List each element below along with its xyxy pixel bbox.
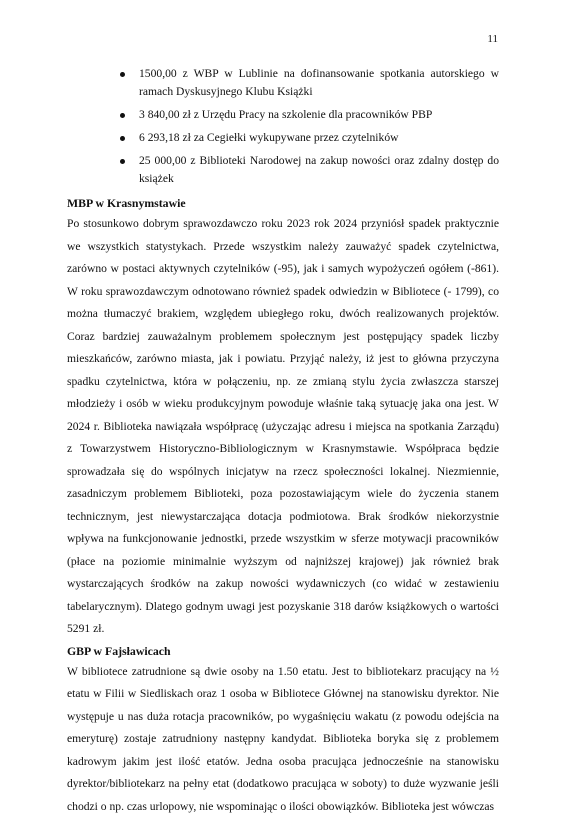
bullet-icon bbox=[120, 113, 125, 118]
list-item-text: 25 000,00 z Biblioteki Narodowej na zakup nowości oraz zdalny dostęp do książek bbox=[139, 154, 499, 185]
list-item-text: 6 293,18 zł za Cegiełki wykupywane przez czytelników bbox=[139, 131, 398, 144]
bullet-icon bbox=[120, 159, 125, 164]
section-paragraph-fajslawice: W bibliotece zatrudnione są dwie osoby na 1.50 etatu. Jest to bibliotekarz pracujący na ½ etatu w Filii w Siedliskach oraz 1 osoba w Bibliotece Głównej na stanowisku dyrektor. Nie występuje u nas duża rotacja pracowników, po wygaśnięciu wakatu (z powodu odejścia na emeryturę) zostaje zatrudniony następny kandydat. Biblioteka boryka się z problemem kadrowym jakim jest ilość etatów. Jedna osoba pracująca jednocześnie na stanowisku dyrektor/bibliotekarz na pełny etat (dodatkowo pracująca w soboty) to duże wyzwanie jeśli chodzi o np. czas urlopowy, nie wspominając o ilości obowiązków. Biblioteka jest wówczas bbox=[67, 661, 499, 818]
page-number: 11 bbox=[487, 33, 498, 45]
page-content bbox=[67, 65, 499, 818]
bullet-icon bbox=[120, 72, 125, 77]
funding-list bbox=[67, 65, 499, 188]
section-paragraph-krasnystaw: Po stosunkowo dobrym sprawozdawczo roku 2023 rok 2024 przyniósł spadek praktycznie we wszystkich statystykach. Przede wszystkim należy zauważyć spadek czytelnictwa, zarówno w postaci aktywnych czytelników (-95), jak i samych wypożyczeń ogółem (-861). W roku sprawozdawczym odnotowano również spadek odwiedzin w Bibliotece (- 1799), co można tłumaczyć brakiem, względem ubiegłego roku, dwóch realizowanych projektów. Coraz bardziej zauważalnym problemem społecznym jest postępujący spadek liczby mieszkańców, zarówno miasta, jak i powiatu. Przyjąć należy, iż jest to główna przyczyna spadku czytelnictwa, która w połączeniu, np. ze zmianą stylu życia zwłaszcza starszej młodzieży i osób w wieku produkcyjnym powoduje właśnie taką sytuację jaka ona jest. W 2024 r. Biblioteka nawiązała współpracę (użyczając adresu i miejsca na spotkania Zarządu) z Towarzystwem Historyczno-Bibliologicznym w Krasnymstawie. Współpraca będzie sprowadzała się do wspólnych inicjatyw na rzecz społeczności lokalnej. Niezmiennie, zasadniczym problemem Biblioteki, poza pozostawiającym wiele do życzenia stanem technicznym, jest niewystarczająca dotacja podmiotowa. Brak środków niekorzystnie wpływa na funkcjonowanie jednostki, przede wszystkim w sferze motywacji pracowników (płace na poziomie minimalnie wyższym od najniższej krajowej) jak również brak wystarczających środków na zakup nowości wydawniczych (co widać w zestawieniu tabelarycznym). Dlatego godnym uwagi jest pozyskanie 318 darów książkowych o wartości 5291 zł. bbox=[67, 213, 499, 641]
list-item bbox=[67, 106, 499, 124]
bullet-icon bbox=[120, 136, 125, 141]
list-item bbox=[67, 152, 499, 188]
list-item-text: 1500,00 z WBP w Lublinie na dofinansowanie spotkania autorskiego w ramach Dyskusyjnego Klubu Książki bbox=[139, 67, 499, 98]
list-item bbox=[67, 65, 499, 101]
section-heading-fajslawice: GBP w Fajsławicach bbox=[67, 641, 499, 661]
section-heading-krasnystaw: MBP w Krasnymstawie bbox=[67, 193, 499, 213]
list-item bbox=[67, 129, 499, 147]
list-item-text: 3 840,00 zł z Urzędu Pracy na szkolenie dla pracowników PBP bbox=[139, 108, 432, 121]
